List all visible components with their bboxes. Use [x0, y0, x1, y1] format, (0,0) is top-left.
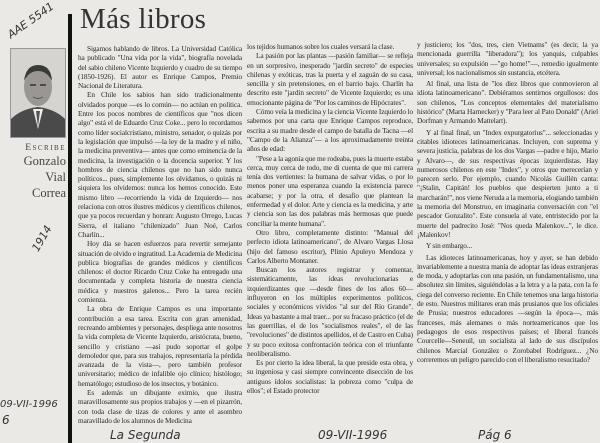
byline: [4, 143, 66, 201]
paragraph: Y al final final, un "Index expurgatorius"... seleccionadas y citables idioteces latinoamericanas. Incluyen, con suprema y severa justicia, palabras de los dos Vargas —padre e hijo, Mario y Alvaro—, de sus respectivas épocas izquierdistas. Hay numerosos chilenos en este "Index", y otros que merecerían y parecen serlo. Por ejemplo, cuando Nicolás Guillén canta: "¡Stalin, Capitán! los pueblos que despierten junto a ti marcharán!", nos viene Neruda a la memoria, elogiando también la memoria del Monstruo, en imaginaria conversación con "el pescador Gonzalito". Este consuela al vate, entristecido por la muerte del padrecito José: "Nos queda Malenkov...", le dice. ¡Malenkov!: [417, 127, 598, 239]
author-name-1: Gonzalo: [23, 154, 66, 168]
author-photo: [10, 48, 66, 138]
handwritten-page: Pág 6: [478, 428, 512, 442]
paragraph: Y sin embargo...: [426, 241, 473, 251]
paragraph: Sigamos hablando de libros. La Universidad Católica ha publicado "Una vida por la vida", biografía novelada del sabio chileno Vicente Izquierdo y cuadro de su tiempo (1850-1926). El autor es Enrique Campos, Premio Nacional de Literatura.: [78, 44, 242, 91]
paragraph: En Chile los sabios han sido tradicionalmente olvidados porque —es lo común— no actúan en política. Entre los pocos nombres de científicos que "nos dicen algo" está el de Eduardo Cruz Coke... pero lo recordamos como líder socialcristiano, ministro, senador, o quizás por la legislación que impulsó —la ley de la madre y el niño, la medicina preventiva— antes que como eminencia de la medicina, la investigación o la docencia superior. Y los hombres de ciencia chilenos que no han sido nunca políticos... pues, simplemente los olvidamos, o quizás ni siquiera los olvidemos: nunca los hemos conocido. Este mismo libro —recorriendo la vida de Izquierdo— nos relaciona con otros ilustres médicos y científicos chilenos, que ya pocos recuerdan y honran: Augusto Orrego, Lucas Sierra, el italiano "chilenizado" Juan Noé, Carlos Charlín...: [78, 90, 242, 239]
vertical-rule: [68, 14, 72, 443]
byline-label: Escribe: [25, 143, 66, 153]
author-portrait-icon: [11, 49, 65, 137]
handwritten-date: 09-VII-1996: [318, 428, 388, 442]
paragraph: "Pese a la agonía que me rodeaba, pues la muerte estaba cerca, muy cerca de todo, me di cuenta de que mi carrera tenía dos vertientes: la humana de salvar vidas, o por lo menos poner una esperanza cuando la existencia parece acabarse; y por la otra, el desafío que plantean la enfermedad y el dolor. Arte y ciencia es la medicina, y arte y ciencia son las dos palabras más hermosas que puede conciliar la mente humana".: [247, 153, 413, 228]
column-3: [417, 40, 598, 366]
handwritten-margin-page: 6: [2, 413, 10, 427]
paragraph: y justiciero; los "dos, tres, cien Vietnams" (es decir, la ya mencionada guerrilla "liberadora"); los yanquis, culpables universales; su expulsión —"go home!"—, remedio igualmente universal; los nacionalismos sin sustancia, etcétera.: [417, 40, 598, 77]
author-name-2: Vial: [45, 170, 66, 184]
paragraph: Las idioteces latinoamericanas, hoy y ayer, se han debido invariablemente a nuestra manía de adoptar las ideas extranjeras de moda, y adoptarlas con una pasión, un fundamentalismo, una absolutez sin límites, siguiéndolas a la letra y a la pata, con la fe ciega del converso reciente. En Chile tenemos una larga historia de esto. Nuestros militares eran más prusianos que los oficiales de Prusia; nuestros educadores —según la época—, más franceses, más alemanes o más norteamericanos que los pedagogos de esos respectivos países; el liberal francés Courcelle—Seneuil, un socialista al lado de sus discípulos chilenos Marcial González o Zorobabel Rodríguez... ¿No correremos un peligro parecido con el liberalismo resucitado?: [417, 252, 598, 364]
article-title: Más libros: [80, 3, 207, 35]
paragraph: La pasión por las plantas —pasión familiar— se refleja en un sorpresivo, inesperado "jardín secreto" de especies chilenas y exóticas, tras la puerta y el zaguán de su casa, sencilla y sin pretensiones, en el barrio bajo. Charlín ha descrito este "jardín secreto" de Vicente Izquierdo; es una emocionante página de "Por los caminos de Hipócrates".: [247, 51, 413, 107]
author-name-3: Correa: [31, 186, 66, 200]
paragraph: Buscan los autores registrar y comentar, sistemáticamente, las ideas revolucionarias e izquierdizantes que —desde fines de los años 60— influyeron en los múltiples experimentos políticos, sociales y económicos vividos "al sur del Río Grande". Ideas ya bastante a mal traer... por su fracaso práctico (el de las guerrillas, el de los "socialismos reales", el de las "revoluciones" de distintos apellidos, el de Castro en Cuba) y su poco exitosa confrontación teórica con el triunfante neoliberalismo.: [247, 265, 413, 358]
paragraph: Otro libro, completamente distinto: "Manual del perfecto idiota latinoamericano", de Alvaro Vargas Llosa (hijo del famoso escritor), Plinio Apuleyo Mendoza y Carlos Alberto Montaner.: [247, 227, 413, 265]
paragraph: los tejidos humanos sobre los cuales versará la clase.: [247, 42, 395, 51]
paragraph: La obra de Enrique Campos es una importante contribución a esa tarea. Escrita con gran amenidad, recreando ambientes y personajes, despliega ante nosotros la vida completa de Vicente Izquierdo, aristócrata, bueno, sencillo y cristiano —así pudo soportar el golpe demoledor que, para sus trabajos, representaría la pérdida avanzada de la vista—, pero también profesor universitario; médico de infalible ojo clínico; histólogo; hematólogo; estudioso de los insectos, y botánico.: [78, 304, 242, 388]
column-1: [78, 44, 242, 425]
handwritten-year: 1914: [29, 223, 55, 254]
paragraph: Cómo veía la medicina y la ciencia Vicente Izquierdo lo sabemos por una carta que Enrique Campos reproduce, escrita a su madre desde el campo de batalla de Tacna —el "Campo de la Alianza"— a los aproximadamente treinta años de edad:: [247, 107, 413, 154]
handwritten-archive-code: AAE 5541: [5, 0, 57, 42]
paragraph: Al final, una lista de "los diez libros que conmovieron al idiota latinoamericano". Debiéramos sentirnos orgullosos: dos son chilenos, "Los conceptos elementales del materialismo histórico" (Marta Harnecker) y "Para leer al Pato Donald" (Ariel Dorfman y Armando Mattelart).: [417, 79, 598, 126]
paragraph: Hoy día se hacen esfuerzos para revertir semejante situación de olvido e ingratitud. La Academia de Medicina publica biografías de grandes médicos y científicos chilenos: el doctor Ricardo Cruz Coke ha entregado una documentada y completa historia de nuestra ciencia médica y nuestros galenos... Pero la tarea recién comienza.: [78, 239, 242, 305]
handwritten-margin-date: 09-VII-1996: [0, 399, 58, 410]
paragraph: Es además un dibujante eximio, que ilustra maravillosamente sus propios trabajos y —en el pizarrón, con toda clase de tizas de colores y ante el asombro maravillado de los alumnos de Medicina: [78, 387, 242, 425]
column-2: [247, 42, 413, 395]
paragraph: Es por cierto la idea liberal, la que preside esta obra, y su ingeniosa y casi siempre convincente disección de los antiguos ídolos socialistas: la pobreza como "culpa de ellos"; el Estado protector: [247, 358, 413, 395]
handwritten-newspaper: La Segunda: [110, 428, 181, 442]
